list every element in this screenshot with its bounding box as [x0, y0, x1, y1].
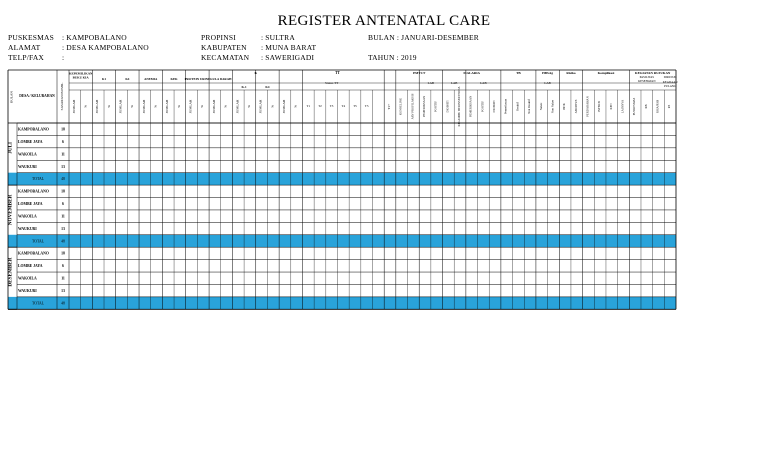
- month-label: JULI: [7, 141, 14, 154]
- vertical-header-label: %: [200, 105, 205, 108]
- vertical-header-label: JUMLAH: [165, 99, 170, 114]
- group-header: K-1: [241, 85, 247, 89]
- vertical-header-label: DIOBATI: [492, 100, 497, 113]
- group-header: LAB: [427, 81, 435, 85]
- vertical-header-label: JUMLAH: [235, 99, 240, 114]
- sasaran-value: 6: [62, 264, 64, 269]
- total-label: TOTAL: [31, 177, 45, 182]
- meta-value: KAMPOBALANO: [66, 33, 127, 42]
- sasaran-value: 11: [61, 152, 65, 157]
- sasaran-value: 6: [62, 139, 64, 144]
- group-header: K4: [265, 85, 270, 89]
- desa-name: KAMPOBALANO: [18, 127, 49, 132]
- sasaran-value: 6: [62, 202, 64, 207]
- vertical-header-label: JUMLAH: [95, 99, 100, 114]
- vertical-header-label: T2+: [387, 103, 392, 110]
- vertical-header-label: LAINNYA: [620, 99, 625, 114]
- desa-name: LOMBE JAYA: [18, 139, 43, 144]
- vertical-header-label: Pemeriksaan: [503, 98, 508, 115]
- group-header: Risiko: [566, 70, 576, 75]
- vertical-header-label: RSIA/RSB: [655, 99, 660, 114]
- meta-value: SAWERIGADI: [265, 53, 315, 62]
- vertical-header-label: %: [293, 105, 298, 108]
- group-header: K1: [101, 77, 107, 81]
- group-header: Status TT: [325, 81, 339, 85]
- vertical-header-label: %: [246, 105, 251, 108]
- group-header: LAB: [480, 81, 487, 85]
- sasaran-value: 11: [61, 276, 65, 281]
- vertical-header-label: JUMLAH: [141, 99, 146, 114]
- group-header: KEK: [170, 77, 178, 81]
- sasaran-value: 13: [61, 164, 65, 169]
- vertical-header-label: %: [176, 105, 181, 108]
- meta-telpfax: TELP/FAX :: [8, 53, 65, 62]
- meta-label: TELP/FAX: [8, 53, 45, 62]
- group-header: KESEHATAN: [638, 79, 656, 83]
- total-label: TOTAL: [31, 239, 45, 244]
- vertical-header-label: KELAMBU BERINSEKTISIDA: [457, 86, 462, 127]
- group-header: KEPEMILIKAN: [68, 71, 93, 76]
- group-header: ANEMIA: [144, 77, 158, 81]
- group-header: PASILITAS: [639, 75, 655, 79]
- desa-name: WAKOILA: [18, 152, 37, 157]
- tt-item: T2: [318, 104, 322, 108]
- vertical-header-label: Non Reaktif: [527, 99, 532, 114]
- desa-name: WAKOILA: [18, 214, 37, 219]
- group-header: Komplikasi: [597, 70, 615, 75]
- group-header: PROTEIN URINE: [184, 77, 211, 81]
- sasaran-value: 11: [61, 214, 65, 219]
- total-value: 48: [61, 177, 65, 182]
- total-row-fill: [8, 173, 676, 185]
- group-header: LAB: [451, 81, 458, 85]
- vertical-header-label: %: [83, 105, 88, 108]
- vertical-header-label: Non Nakes: [550, 99, 555, 114]
- vertical-header-label: JUMLAH: [71, 99, 76, 114]
- month-label: DESEMBER: [7, 257, 14, 287]
- vertical-header-label: Nakes: [538, 102, 543, 111]
- meta-value: JANUARI-DESEMBER: [401, 33, 479, 42]
- total-row-fill: [8, 297, 676, 309]
- vertical-header-label: Reaktif: [515, 102, 520, 111]
- desa-name: WAUKURI: [18, 288, 37, 293]
- desa-name: WAUKURI: [18, 226, 37, 231]
- meta-bulan: BULAN : JANUARI-DESEMBER: [368, 33, 479, 42]
- group-header: DIRUJUK: [663, 75, 677, 79]
- group-header: TT: [335, 71, 340, 75]
- group-header: KEGIATAN RUJUKAN: [634, 70, 671, 75]
- meta-label: TAHUN: [368, 53, 395, 62]
- vertical-header-label: JUMLAH: [211, 99, 216, 114]
- vertical-header-label: KONSELING: [398, 97, 403, 116]
- vertical-header-label: RB: [643, 104, 648, 109]
- vertical-header-label: INFEKSI: [597, 100, 602, 113]
- meta-label: PUSKESMAS: [8, 33, 54, 42]
- vertical-header-label: JUMLAH: [281, 99, 286, 114]
- desa-header: DESA / KELURAHAN: [19, 94, 55, 98]
- month-label: NOVEMBER: [7, 194, 14, 226]
- meta-label: KECAMATAN: [201, 53, 250, 62]
- vertical-header-label: ABORTUS: [573, 99, 578, 114]
- tt-item: T1: [306, 104, 311, 108]
- meta-value: SULTRA: [265, 33, 295, 42]
- vertical-header-label: JUMLAH: [118, 99, 123, 114]
- meta-label: BULAN: [368, 33, 395, 42]
- vertical-header-label: PUSKESMAS: [632, 97, 637, 116]
- vertical-header-label: POSITIF: [480, 100, 485, 113]
- meta-label: PROPINSI: [201, 33, 236, 42]
- group-header: MALARIA: [463, 70, 481, 75]
- bulan-header: BULAN: [9, 91, 14, 103]
- vertical-header-label: %: [223, 105, 228, 108]
- page-title: REGISTER ANTENATAL CARE: [277, 13, 491, 29]
- group-header: BUKU KIA: [72, 75, 89, 80]
- sasaran-value: 13: [61, 288, 65, 293]
- group-header: HBSAg: [542, 70, 554, 75]
- desa-name: LOMBE JAYA: [18, 202, 43, 207]
- meta-kecamatan: KECAMATAN : SAWERIGADI: [201, 53, 315, 62]
- group-header: PULANG: [664, 84, 677, 88]
- vertical-header-label: HDK: [562, 103, 567, 110]
- meta-value: DESA KAMPOBALANO: [66, 43, 149, 52]
- vertical-header-label: %: [270, 105, 275, 108]
- meta-tahun: TAHUN : 2019: [368, 53, 417, 62]
- vertical-header-label: KPD: [608, 103, 613, 110]
- vertical-header-label: JUMLAH: [258, 99, 263, 114]
- tt-item: T5: [353, 104, 357, 108]
- tt-item: T5: [364, 104, 369, 108]
- total-row-fill: [8, 235, 676, 247]
- group-header: TB: [516, 70, 521, 75]
- desa-name: LOMBE JAYA: [18, 264, 43, 269]
- desa-name: WAKOILA: [18, 276, 37, 281]
- tt-item: T3: [329, 104, 334, 108]
- sasaran-value: 18: [61, 251, 65, 256]
- meta-label: ALAMAT: [8, 43, 41, 52]
- vertical-header-label: %: [153, 105, 158, 108]
- total-label: TOTAL: [31, 301, 45, 306]
- sasaran-value: 18: [61, 189, 65, 194]
- meta-alamat: ALAMAT : DESA KAMPOBALANO: [8, 43, 149, 52]
- meta-propinsi: PROPINSI : SULTRA: [201, 33, 295, 42]
- vertical-header-label: %: [106, 105, 111, 108]
- desa-name: KAMPOBALANO: [18, 251, 49, 256]
- group-header: K: [254, 71, 258, 75]
- group-header: PMTCT: [413, 70, 426, 75]
- vertical-header-label: DIOBATI: [445, 100, 450, 113]
- group-header: K4: [125, 77, 130, 81]
- meta-puskesmas: PUSKESMAS : KAMPOBALANO: [8, 33, 127, 42]
- desa-name: WAUKURI: [18, 164, 37, 169]
- group-header: LAB: [544, 81, 551, 85]
- vertical-header-label: JUMLAH: [188, 99, 193, 114]
- total-value: 48: [61, 301, 65, 306]
- meta-label: KABUPATEN: [201, 43, 247, 52]
- group-header: KEADAAN: [662, 80, 678, 84]
- sasaran-value: 18: [61, 127, 65, 132]
- vertical-header-label: PEMERIKSAAN: [468, 95, 473, 118]
- vertical-header-label: %: [130, 105, 135, 108]
- meta-value: 2019: [400, 53, 417, 62]
- group-header: GULA DARAH: [209, 77, 232, 81]
- total-value: 48: [61, 239, 65, 244]
- vertical-header-label: PEMERIKSAAN: [422, 95, 427, 118]
- vertical-header-label: POSITIF: [433, 100, 438, 113]
- meta-value: MUNA BARAT: [265, 43, 317, 52]
- desa-name: KAMPOBALANO: [18, 189, 49, 194]
- vertical-header-label: SASARAN BUMIL: [60, 82, 64, 111]
- vertical-header-label: PERDARAHAN: [585, 96, 590, 117]
- tt-item: T4: [341, 104, 346, 108]
- meta-kabupaten: KABUPATEN : MUNA BARAT: [201, 43, 317, 52]
- sasaran-value: 13: [61, 226, 65, 231]
- vertical-header-label: ARV PROFILAKSIS: [410, 93, 415, 120]
- vertical-header-label: RS: [667, 104, 672, 109]
